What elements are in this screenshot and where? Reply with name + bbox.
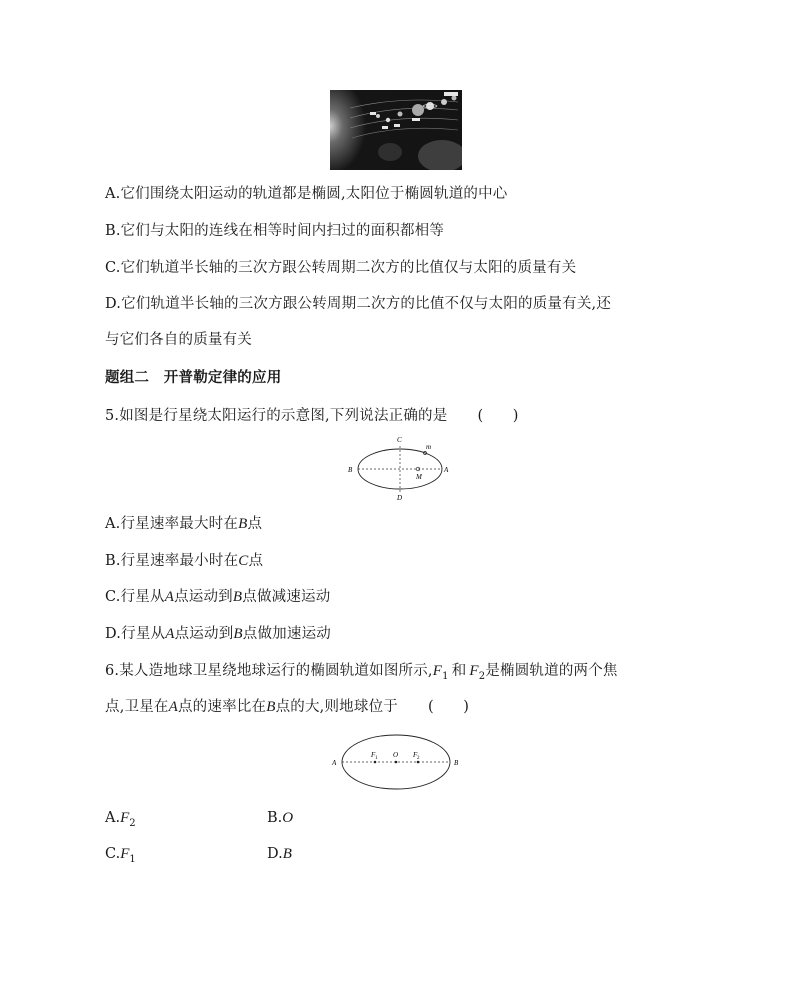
fig6-label-f2-sub: 2 — [417, 756, 420, 761]
q4-option-a: A.它们围绕太阳运动的轨道都是椭圆,太阳位于椭圆轨道的中心 — [105, 186, 508, 202]
fig6-label-a: A — [332, 759, 337, 767]
fig5-label-c: C — [397, 436, 402, 444]
fig5-label-a: A — [444, 466, 449, 474]
q5-answer-paren: ( ) — [477, 408, 519, 424]
fig6-label-b: B — [454, 759, 459, 767]
q6-stem-line1: 6.某人造地球卫星绕地球运行的椭圆轨道如图所示$,F_1$ 和 $F_2$是椭圆轨道的两个焦 — [105, 663, 618, 682]
q6-answer-paren: ( ) — [427, 699, 470, 715]
q4-option-c: C.它们轨道半长轴的三次方跟公转周期二次方的比值仅与太阳的质量有关 — [105, 260, 577, 276]
q4-option-d-line2: 与它们各自的质量有关 — [105, 332, 252, 348]
q5-stem — [105, 406, 519, 426]
q5-option-a: A.行星速率最大时在B点 — [105, 516, 263, 532]
fig6-label-o: O — [393, 751, 399, 759]
q6-option-b: B.O — [267, 810, 294, 826]
q6-stem-line2: 点,卫星在A点的速率比在B点的大,则地球位于 ( ) — [105, 699, 470, 715]
q5-option-b: B.行星速率最小时在C点 — [105, 553, 264, 569]
q4-option-b: B.它们与太阳的连线在相等时间内扫过的面积都相等 — [105, 223, 445, 239]
q5-stem-text: 5.如图是行星绕太阳运行的示意图,下列说法正确的是 — [105, 408, 448, 424]
solar-system-image — [330, 90, 462, 170]
q4-option-d-line1: D.它们轨道半长轴的三次方跟公转周期二次方的比值不仅与太阳的质量有关,还 — [105, 296, 612, 312]
fig6-label-f1-sub: 1 — [375, 756, 378, 761]
fig6-label-f2: F — [413, 751, 418, 759]
fig5-label-sun-m: M — [416, 473, 422, 481]
fig5-label-b: B — [348, 466, 353, 474]
q6-orbit-diagram — [330, 732, 465, 794]
fig5-label-m: m — [426, 443, 432, 451]
q5-option-c: C.行星从A点运动到B点做减速运动 — [105, 589, 331, 605]
q5-option-d: D.行星从A点运动到B点做加速运动 — [105, 626, 331, 642]
fig5-label-d: D — [397, 494, 403, 502]
section-heading: 题组二 开普勒定律的应用 — [105, 370, 282, 386]
q6-option-c: $C.F_1$ — [105, 846, 136, 865]
q6-option-d: D.B — [267, 846, 292, 862]
q5-orbit-diagram — [340, 432, 460, 506]
fig6-label-f1: F — [371, 751, 376, 759]
q6-option-a: $A.F_2$ — [105, 810, 136, 829]
